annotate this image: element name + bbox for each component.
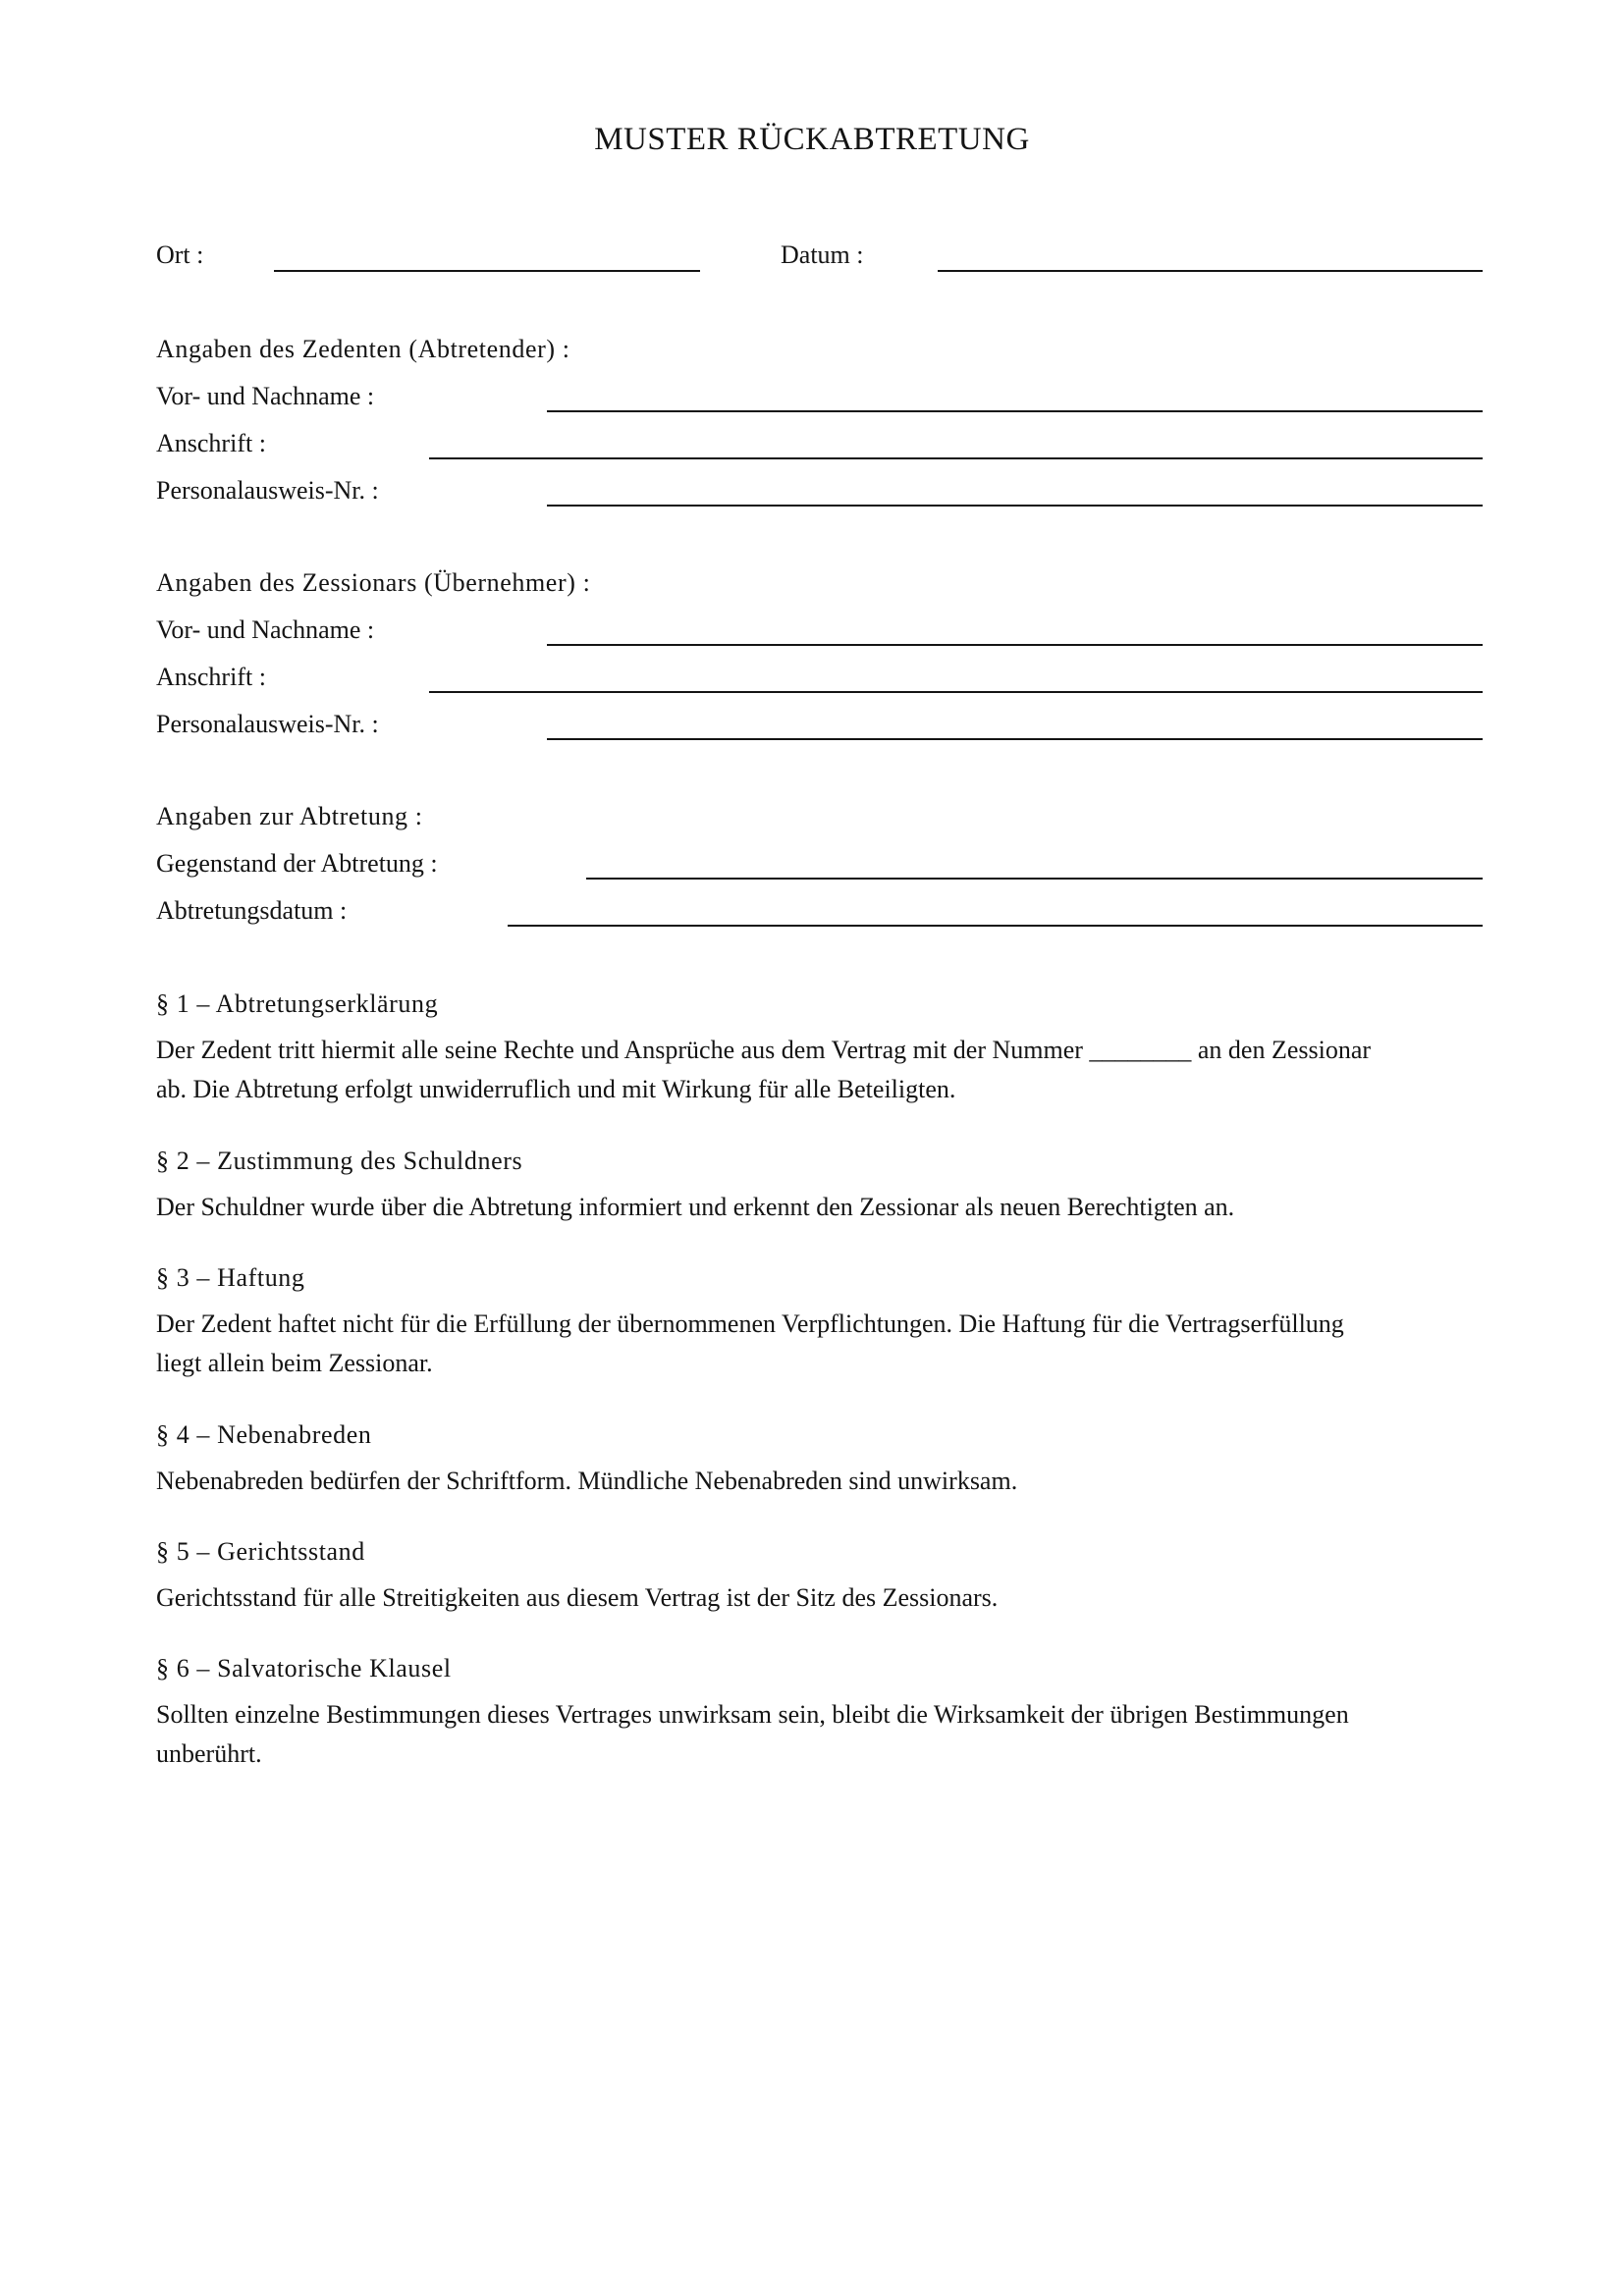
section-6-line-1: Sollten einzelne Bestimmungen dieses Vertrages unwirksam sein, bleibt die Wirksamkeit der übrigen Bestimmungen [156, 1700, 1349, 1729]
section-5-line-1: Gerichtsstand für alle Streitigkeiten aus diesem Vertrag ist der Sitz des Zessionars. [156, 1583, 999, 1612]
datum-label: Datum : [781, 240, 864, 269]
zessionar-address-label: Anschrift : [156, 663, 266, 691]
abtretung-subject-field[interactable] [586, 878, 1483, 880]
section-1-heading: § 1 – Abtretungserklärung [156, 989, 439, 1018]
section-6-line-2: unberührt. [156, 1739, 262, 1768]
section-2-heading: § 2 – Zustimmung des Schuldners [156, 1147, 523, 1175]
zedent-address-label: Anschrift : [156, 429, 266, 457]
section-5-heading: § 5 – Gerichtsstand [156, 1537, 365, 1566]
zessionar-name-label: Vor- und Nachname : [156, 615, 375, 644]
section-1-line-2: ab. Die Abtretung erfolgt unwiderruflich und mit Wirkung für alle Beteiligten. [156, 1075, 956, 1103]
document-title: MUSTER RÜCKABTRETUNG [594, 122, 1030, 157]
zessionar-heading: Angaben des Zessionars (Übernehmer) : [156, 568, 591, 597]
section-3-body [156, 1305, 1491, 1383]
section-6-body [156, 1695, 1491, 1774]
abtretung-date-field[interactable] [508, 925, 1483, 927]
section-4-body [156, 1462, 1491, 1501]
datum-field[interactable] [938, 270, 1483, 272]
zessionar-id-field[interactable] [547, 738, 1483, 740]
section-2-line-1: Der Schuldner wurde über die Abtretung informiert und erkennt den Zessionar als neuen Berechtigten an. [156, 1193, 1235, 1221]
abtretung-date-label: Abtretungsdatum : [156, 896, 348, 925]
section-3-heading: § 3 – Haftung [156, 1263, 305, 1292]
zessionar-address-field[interactable] [429, 691, 1483, 693]
abtretung-subject-label: Gegenstand der Abtretung : [156, 849, 438, 878]
zedent-id-field[interactable] [547, 505, 1483, 507]
section-4-heading: § 4 – Nebenabreden [156, 1420, 372, 1449]
zedent-id-label: Personalausweis-Nr. : [156, 476, 379, 505]
section-2-body [156, 1188, 1491, 1227]
section-3-line-2: liegt allein beim Zessionar. [156, 1349, 433, 1377]
section-4-line-1: Nebenabreden bedürfen der Schriftform. Mündliche Nebenabreden sind unwirksam. [156, 1467, 1018, 1495]
zedent-name-field[interactable] [547, 410, 1483, 412]
section-1-body [156, 1031, 1491, 1109]
zedent-address-field[interactable] [429, 457, 1483, 459]
section-1-line-1: Der Zedent tritt hiermit alle seine Rechte und Ansprüche aus dem Vertrag mit der Nummer ________ an den Zessionar [156, 1036, 1372, 1064]
zedent-name-label: Vor- und Nachname : [156, 382, 375, 410]
section-6-heading: § 6 – Salvatorische Klausel [156, 1654, 452, 1682]
zedent-heading: Angaben des Zedenten (Abtretender) : [156, 335, 570, 363]
zessionar-name-field[interactable] [547, 644, 1483, 646]
ort-label: Ort : [156, 240, 204, 269]
abtretung-heading: Angaben zur Abtretung : [156, 802, 423, 830]
section-5-body [156, 1578, 1491, 1618]
zessionar-id-label: Personalausweis-Nr. : [156, 710, 379, 738]
ort-field[interactable] [274, 270, 700, 272]
section-3-line-1: Der Zedent haftet nicht für die Erfüllung der übernommenen Verpflichtungen. Die Haftung für die Vertragserfüllung [156, 1309, 1344, 1338]
